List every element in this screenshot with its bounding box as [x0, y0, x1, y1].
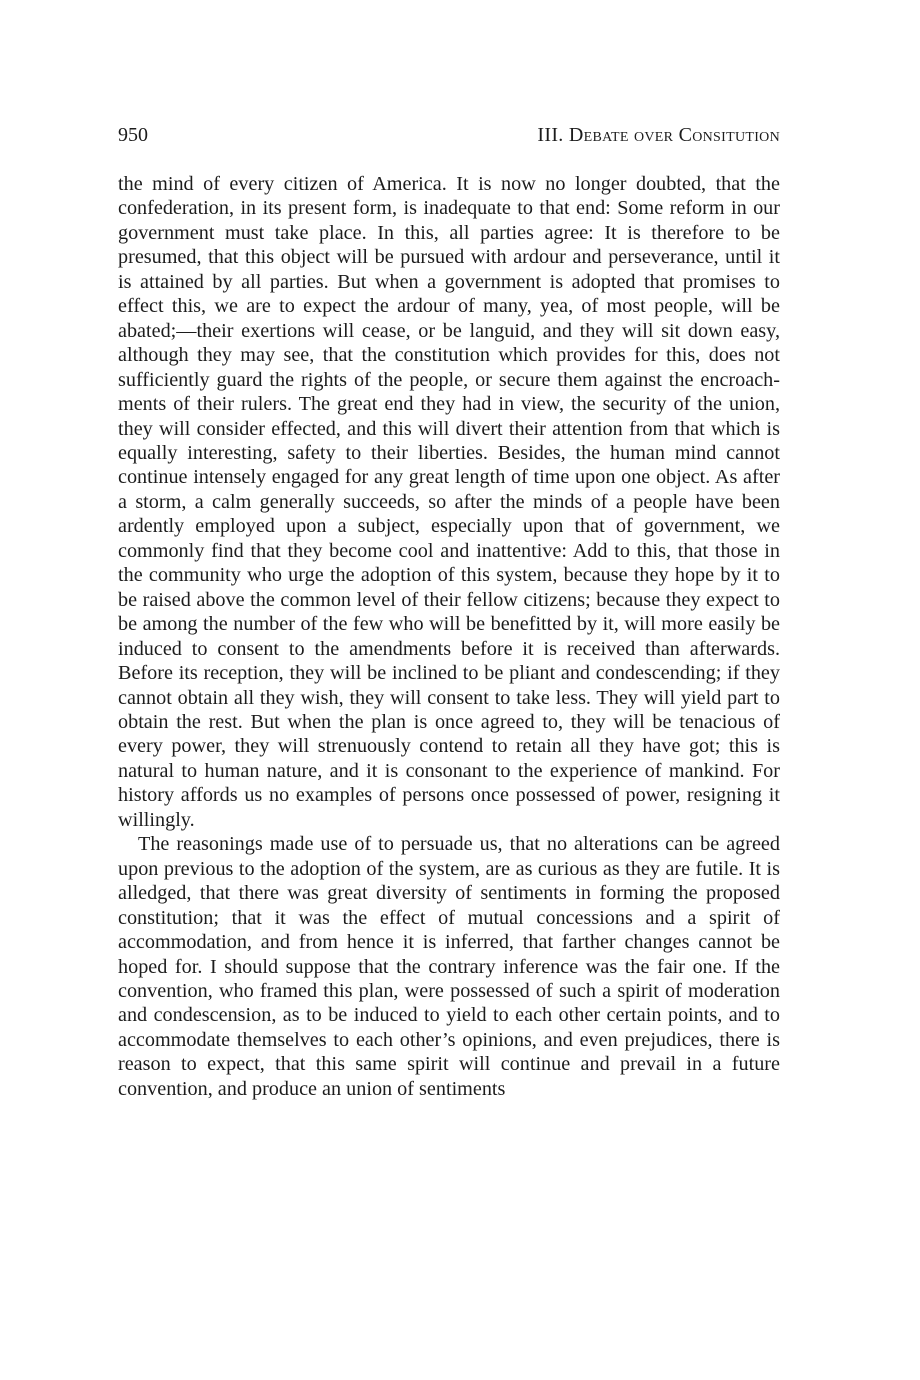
running-title: III. Debate over Consitution	[537, 124, 780, 146]
page-number: 950	[118, 124, 148, 146]
paragraph: The reasonings made use of to persuade us, that no alterations can be agreed upon previous to the adoption of the system, are as curious as they are futile. It is alledged, that there was great diversity of sentiments in forming the proposed constitution; that it was the effect of mutual concessions and a spirit of accommodation, and from hence it is inferred, that farther changes cannot be hoped for. I should suppose that the contrary inference was the fair one. If the convention, who framed this plan, were possessed of such a spirit of moderation and condescension, as to be induced to yield to each other certain points, and to accommodate themselves to each other’s opinions, and even prejudices, there is reason to expect, that this same spirit will continue and prevail in a future convention, and produce an union of sentiments	[118, 833, 780, 1100]
paragraph-continuation: the mind of every citizen of America. It is now no longer doubted, that the confederation, in its present form, is inadequate to that end: Some reform in our government must take place. In this, all parties agree: It is therefore to be presumed, that this object will be pursued with ardour and perseverance, until it is attained by all parties. But when a government is adopted that promises to effect this, we are to expect the ardour of many, yea, of most people, will be abated;—their exertions will cease, or be languid, and they will sit down easy, although they may see, that the constitution which provides for this, does not sufficiently guard the rights of the people, or secure them against the encroachments of their rulers. The great end they had in view, the security of the union, they will consider effected, and this will divert their attention from that which is equally interesting, safety to their liberties. Besides, the human mind cannot continue intensely engaged for any great length of time upon one object. As after a storm, a calm generally succeeds, so after the minds of a people have been ardently employed upon a subject, especially upon that of government, we commonly find that they become cool and inattentive: Add to this, that those in the community who urge the adoption of this system, because they hope by it to be raised above the common level of their fellow citizens; because they expect to be among the number of the few who will be benefitted by it, will more easily be induced to consent to the amendments before it is received than afterwards. Before its reception, they will be inclined to be pliant and condescending; if they cannot obtain all they wish, they will consent to take less. They will yield part to obtain the rest. But when the plan is once agreed to, they will be tenacious of every power, they will strenuously contend to retain all they have got; this is natural to human nature, and it is consonant to the experience of mankind. For history affords us no examples of persons once possessed of power, resigning it willingly.	[118, 173, 780, 831]
body-text	[118, 172, 780, 1101]
book-page	[118, 122, 780, 1101]
running-head	[118, 122, 780, 172]
